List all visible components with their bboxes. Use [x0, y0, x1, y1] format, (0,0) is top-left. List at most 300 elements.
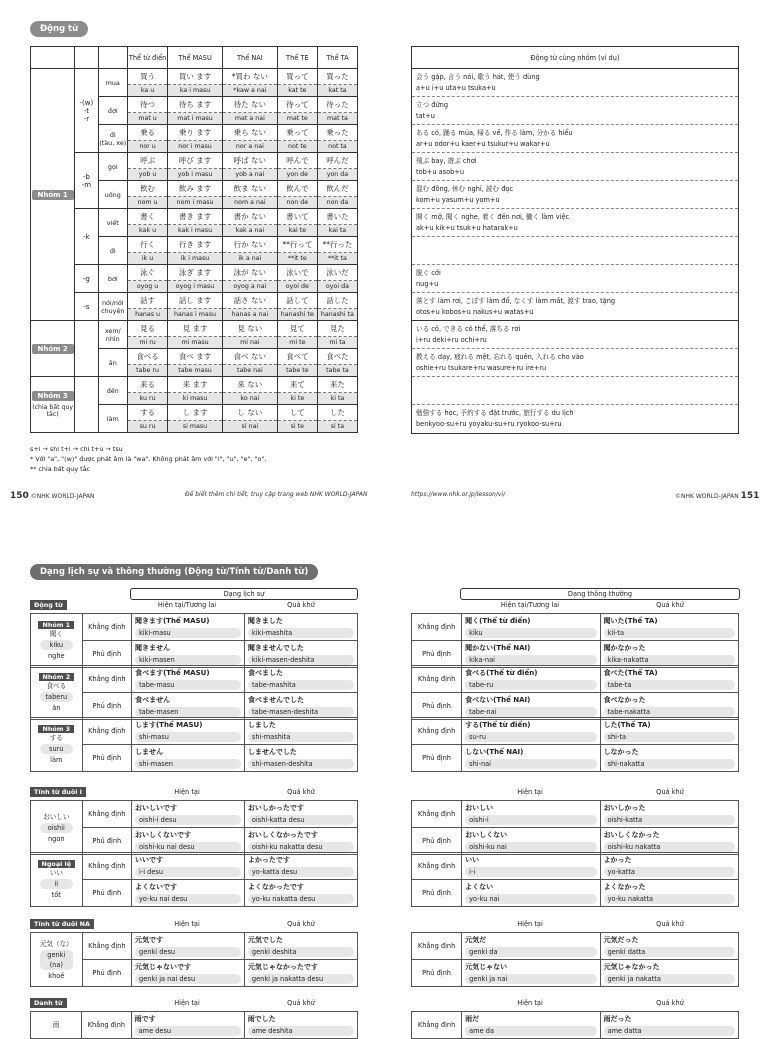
form-cell [277, 321, 317, 349]
form-cell [128, 69, 168, 97]
form-romaji: oyog u [128, 281, 167, 292]
form-japanese: よくなかった [603, 883, 646, 891]
form-kana: した [318, 405, 357, 421]
example-row [412, 293, 738, 321]
column-header: Hiện tại/Tương lai [157, 601, 217, 609]
form-romaji: su ru [128, 421, 167, 432]
row-label: Phủ định [82, 641, 131, 668]
form-japanese: おいしくなかったです [247, 831, 318, 839]
form-kana: 書いて [278, 209, 317, 225]
example-romaji: otos+u kobos+u nakus+u watas+u [416, 308, 534, 316]
polite-row [31, 801, 358, 828]
form-japanese: 食べた(Thể TA) [603, 669, 658, 677]
form-japanese: おいしくない [465, 831, 508, 839]
form-cell [222, 153, 277, 181]
word-romaji: kiku [40, 640, 73, 650]
col-header: Thể TA [317, 47, 357, 69]
form-cell [222, 97, 277, 125]
plain-table [411, 717, 739, 772]
ending-cell: -b -m [75, 153, 98, 209]
word-japanese: する [49, 733, 63, 742]
meaning-cell: uống [98, 181, 128, 209]
form-cell [244, 960, 357, 987]
section-na-adjective [30, 920, 94, 928]
row-label: Khẳng định [82, 801, 131, 828]
form-romaji: kiki-masen [135, 655, 241, 665]
verb-table [30, 46, 358, 433]
plain-row [412, 666, 739, 693]
footer-brand: ©NHK WORLD-JAPAN [675, 493, 739, 500]
page-title: Dạng lịch sự và thông thường (Động từ/Tính từ/Danh từ) [30, 564, 318, 580]
form-romaji: nom a nai [223, 197, 277, 208]
form-cell [244, 933, 357, 960]
example-japanese: 混む đông, 休む nghỉ, 読む đọc [416, 185, 514, 193]
form-cell [244, 693, 357, 720]
form-kana: 飲み ます [168, 181, 222, 197]
form-cell [462, 693, 600, 720]
example-japanese: いる có, できる có thể, 落ちる rơi [416, 325, 521, 333]
plain-row [412, 960, 739, 987]
form-romaji: tabe-masen [135, 707, 241, 717]
word-romaji: oishii [40, 823, 73, 833]
form-romaji: hanashi te [278, 309, 317, 320]
plain-row [412, 745, 739, 772]
form-romaji: *kaw a nai [223, 85, 277, 96]
form-romaji: kak i masu [168, 225, 222, 236]
column-header: Quá khứ [287, 999, 315, 1007]
plain-row [412, 693, 739, 720]
footer-url[interactable]: https://www.nhk.or.jp/lesson/vi/ [411, 491, 506, 498]
meaning-cell: mua [98, 69, 128, 97]
form-cell [244, 666, 357, 693]
form-romaji: **it te [278, 253, 317, 264]
form-kana: 来て [278, 377, 317, 393]
plain-row [412, 614, 739, 641]
form-romaji: genki ja nakatta [604, 974, 735, 984]
polite-table [30, 932, 358, 987]
form-cell [244, 880, 357, 907]
form-romaji: shi-ta [604, 732, 735, 742]
example-verbs-box [411, 46, 739, 434]
form-kana: 泳いだ [318, 265, 357, 281]
form-cell [462, 666, 600, 693]
col-header: Thể NAI [222, 47, 277, 69]
form-romaji: **it ta [318, 253, 357, 264]
form-japanese: 食べない(Thể NAI) [465, 696, 531, 704]
footer-right [675, 491, 759, 501]
form-romaji: tabe-ru [465, 680, 596, 690]
example-japanese: 開く mở, 聞く nghe, 着く đến nơi, 働く làm việc [416, 213, 570, 221]
word-romaji: ii [40, 879, 73, 889]
ending-cell [75, 321, 98, 377]
form-kana: 書いた [318, 209, 357, 225]
form-cell [600, 614, 738, 641]
ending-cell: -g [75, 265, 98, 293]
example-romaji: oshie+ru tsukare+ru wasure+ru ire+ru [416, 364, 547, 372]
row-label: Phủ định [412, 693, 462, 720]
example-japanese: 教える dạy, 疲れる mệt, 忘れる quên, 入れる cho vào [416, 353, 584, 361]
word-meaning: khoẻ [48, 971, 65, 980]
form-romaji: shi-masen-deshita [248, 759, 354, 769]
form-romaji: yob u [128, 169, 167, 180]
form-cell [128, 377, 168, 405]
form-romaji: oishi-katta [604, 815, 735, 825]
form-cell [600, 853, 738, 880]
polite-row [31, 614, 358, 641]
form-cell [317, 405, 357, 433]
form-kana: 泳が ない [223, 265, 277, 281]
plain-header: Dạng thông thường [460, 588, 740, 600]
form-romaji: mat te [278, 113, 317, 124]
page-title: Động từ [30, 21, 88, 37]
form-japanese: 元気じゃない [465, 963, 508, 971]
form-romaji: yon da [318, 169, 357, 180]
group-cell [31, 69, 75, 321]
form-kana: 話さ ない [223, 293, 277, 309]
form-kana: 食べ ます [168, 349, 222, 365]
form-kana: 見た [318, 321, 357, 337]
form-romaji: ka u [128, 85, 167, 96]
form-romaji: kak u [128, 225, 167, 236]
form-romaji: kii-ta [604, 628, 735, 638]
polite-table [30, 800, 358, 855]
form-romaji: oishi-ku nakatta desu [248, 842, 354, 852]
form-cell [131, 614, 244, 641]
form-kana: 乗って [278, 125, 317, 141]
form-romaji: kat ta [318, 85, 357, 96]
meaning-cell: đi [98, 237, 128, 265]
plain-row [412, 1012, 739, 1039]
section-verb [30, 601, 67, 609]
polite-row [31, 853, 358, 880]
form-japanese: 雨だ [465, 1015, 480, 1023]
form-cell [244, 641, 357, 668]
word-meaning: nghe [47, 651, 65, 660]
form-kana: 呼ぶ [128, 153, 167, 169]
form-cell [168, 181, 223, 209]
form-kana: 見て [278, 321, 317, 337]
form-cell [462, 614, 600, 641]
form-kana: 泳ぎ ます [168, 265, 222, 281]
meaning-cell: làm [98, 405, 128, 433]
row-label: Khẳng định [412, 1012, 462, 1039]
form-cell [168, 153, 223, 181]
form-cell [131, 745, 244, 772]
row-label: Phủ định [412, 828, 462, 855]
example-row [412, 321, 738, 349]
form-cell [131, 718, 244, 745]
form-cell [600, 960, 738, 987]
form-japanese: 食べませんでした [247, 696, 304, 704]
form-cell [168, 377, 223, 405]
section-tag: Động từ [30, 600, 67, 610]
form-japanese: 元気だ [465, 936, 487, 944]
polite-table [30, 1011, 358, 1039]
form-cell [168, 69, 223, 97]
column-header: Quá khứ [287, 920, 315, 928]
form-kana: 待た ない [223, 97, 277, 113]
form-kana: 呼び ます [168, 153, 222, 169]
meaning-cell: viết [98, 209, 128, 237]
form-cell [168, 321, 223, 349]
form-cell [462, 880, 600, 907]
form-cell [168, 125, 223, 153]
form-kana: 買い ます [168, 69, 222, 85]
plain-row [412, 880, 739, 907]
form-kana: 待ち ます [168, 97, 222, 113]
form-romaji: ki te [278, 393, 317, 404]
plain-table [411, 932, 739, 987]
form-japanese: 聞かない(Thể NAI) [465, 644, 531, 652]
form-romaji: oishi-katta desu [248, 815, 354, 825]
form-romaji: ka i masu [168, 85, 222, 96]
form-romaji: nor i masu [168, 141, 222, 152]
form-cell [600, 718, 738, 745]
column-header: Hiện tại [174, 999, 200, 1007]
form-japanese: おいしかった [603, 804, 646, 812]
example-row [412, 265, 738, 293]
row-label: Phủ định [82, 960, 131, 987]
form-japanese: おいしくないです [135, 831, 192, 839]
group-tag: Nhóm 2 [39, 673, 75, 681]
form-cell [222, 405, 277, 433]
form-japanese: いい [465, 856, 480, 864]
form-cell [277, 293, 317, 321]
form-romaji: yo-ku nai desu [135, 894, 241, 904]
form-romaji: oishi-ku nai [465, 842, 596, 852]
form-cell [277, 265, 317, 293]
form-cell [462, 853, 600, 880]
form-kana: 飲んだ [318, 181, 357, 197]
group-note: (chia bất quy tắc) [32, 404, 74, 418]
example-row [412, 209, 738, 237]
form-kana: 待つ [128, 97, 167, 113]
form-cell [277, 377, 317, 405]
form-romaji: si te [278, 421, 317, 432]
form-romaji: su-ru [465, 732, 596, 742]
polite-table [30, 613, 358, 668]
form-romaji: tabe nai [223, 365, 277, 376]
examples-header: Động từ cùng nhóm (ví dụ) [412, 47, 738, 69]
form-cell [168, 97, 223, 125]
form-romaji: yo-ku nakatta desu [248, 894, 354, 904]
example-japanese: 脱ぐ cởi [416, 269, 441, 277]
example-row [412, 153, 738, 181]
plain-table [411, 852, 739, 907]
form-romaji: hanashi ta [318, 309, 357, 320]
form-cell [222, 349, 277, 377]
word-cell [31, 1012, 82, 1039]
plain-row [412, 853, 739, 880]
row-label: Khẳng định [82, 853, 131, 880]
form-cell [244, 745, 357, 772]
form-cell [317, 321, 357, 349]
note-line: * Với "a", "(w)" được phát âm là "wa". Không phát âm với "i", "u", "e", "o". [30, 455, 267, 463]
row-label: Phủ định [82, 745, 131, 772]
form-japanese: おいしい [465, 804, 494, 812]
form-cell [462, 960, 600, 987]
word-cell [31, 933, 83, 987]
form-japanese: 食べなかった [603, 696, 646, 704]
verb-row [31, 321, 358, 349]
word-japanese: 雨 [52, 1021, 60, 1029]
example-japanese: 落とす làm rơi, こぼす làm đổ, なくす làm mất, 渡す trao, tặng [416, 297, 616, 305]
meaning-cell: bơi [98, 265, 128, 293]
example-romaji: a+u i+u uta+u tsuka+u [416, 84, 496, 92]
form-cell [462, 641, 600, 668]
column-header: Hiện tại/Tương lai [500, 601, 560, 609]
form-romaji: ame desu [135, 1026, 241, 1036]
form-cell [317, 265, 357, 293]
form-romaji: mi ru [128, 337, 167, 348]
example-row [412, 181, 738, 209]
form-cell [244, 1012, 357, 1039]
form-kana: 行き ます [168, 237, 222, 253]
form-romaji: tabe-masen-deshita [248, 707, 354, 717]
verb-row [31, 265, 358, 293]
row-label: Phủ định [82, 828, 131, 855]
form-japanese: 雨だった [603, 1015, 632, 1023]
form-japanese: 聞きません [134, 644, 170, 652]
form-romaji: ame datta [604, 1026, 735, 1036]
section-i-adjective [30, 788, 86, 796]
plain-table [411, 613, 739, 668]
form-romaji: oyog i masu [168, 281, 222, 292]
form-romaji: genki ja nai [465, 974, 596, 984]
notes [30, 444, 266, 474]
form-romaji: nor a nai [223, 141, 277, 152]
form-japanese: いいです [135, 856, 164, 864]
form-cell [132, 853, 245, 880]
form-romaji: hanas u [128, 309, 167, 320]
row-label: Khẳng định [412, 718, 462, 745]
form-romaji: si ta [318, 421, 357, 432]
word-japanese: 食べる [46, 681, 67, 690]
column-header: Hiện tại [517, 999, 543, 1007]
plain-table [411, 800, 739, 855]
form-japanese: します(Thể MASU) [134, 721, 203, 729]
form-cell [317, 349, 357, 377]
form-romaji: yo-ku nakatta [604, 894, 735, 904]
ending-cell [75, 377, 98, 433]
form-cell [317, 69, 357, 97]
form-cell [132, 801, 245, 828]
row-label: Phủ định [82, 693, 131, 720]
form-kana: 乗る [128, 125, 167, 141]
form-cell [132, 666, 245, 693]
form-romaji: mi masu [168, 337, 222, 348]
form-cell [317, 153, 357, 181]
form-romaji: genki ja nai desu [135, 974, 241, 984]
form-romaji: yo-ku nai [465, 894, 596, 904]
form-romaji: tabe masu [168, 365, 222, 376]
plain-row [412, 828, 739, 855]
row-label: Khẳng định [412, 666, 462, 693]
example-row [412, 125, 738, 153]
row-label: Phủ định [412, 641, 462, 668]
group-tag: Ngoại lệ [38, 860, 76, 868]
column-header: Quá khứ [656, 920, 684, 928]
plain-row [412, 933, 739, 960]
form-cell [222, 265, 277, 293]
example-romaji: tat+u [416, 112, 435, 120]
form-kana: 見 ます [168, 321, 222, 337]
ending-cell: -k [75, 209, 98, 265]
form-romaji: mi te [278, 337, 317, 348]
form-cell [222, 377, 277, 405]
row-label: Khẳng định [82, 614, 131, 641]
form-cell [317, 181, 357, 209]
form-cell [222, 293, 277, 321]
polite-row [31, 933, 358, 960]
form-cell [131, 641, 244, 668]
form-cell [600, 693, 738, 720]
form-japanese: 元気でした [247, 936, 283, 944]
form-romaji: tabe ru [128, 365, 167, 376]
row-label: Khẳng định [412, 614, 462, 641]
form-cell [277, 181, 317, 209]
col-header: Thể từ điển [128, 47, 168, 69]
form-romaji: ik a nai [223, 253, 277, 264]
form-japanese: 元気だった [603, 936, 639, 944]
form-cell [168, 209, 223, 237]
form-romaji: kiku [465, 628, 596, 638]
form-romaji: shi-nai [465, 759, 596, 769]
footer-left [10, 491, 94, 501]
form-romaji: kika-nakatta [604, 655, 735, 665]
form-cell [244, 853, 357, 880]
form-romaji: shi-nakatta [604, 759, 735, 769]
form-japanese: おいしいです [135, 804, 178, 812]
word-japanese: 聞く [49, 629, 63, 638]
form-cell [462, 718, 600, 745]
form-kana: 飲ま ない [223, 181, 277, 197]
form-kana: 買う [128, 69, 167, 85]
form-cell [600, 933, 738, 960]
form-japanese: しませんでした [247, 748, 297, 756]
form-cell [128, 181, 168, 209]
form-cell [222, 321, 277, 349]
word-romaji: taberu [40, 692, 73, 702]
example-rows [412, 69, 738, 433]
form-romaji: nom i masu [168, 197, 222, 208]
verb-row [31, 377, 358, 405]
form-kana: 見る [128, 321, 167, 337]
meaning-cell: gọi [98, 153, 128, 181]
form-romaji: yob a nai [223, 169, 277, 180]
example-row [412, 349, 738, 377]
verb-table-body [31, 69, 358, 433]
form-cell [462, 745, 600, 772]
plain-table [411, 1011, 739, 1039]
column-header: Hiện tại [174, 788, 200, 796]
form-japanese: よかった [603, 856, 632, 864]
form-cell [222, 237, 277, 265]
row-label: Khẳng định [82, 1012, 131, 1039]
group-cell [31, 377, 75, 433]
form-romaji: mat ta [318, 113, 357, 124]
form-cell [317, 377, 357, 405]
form-kana: **行った [318, 237, 357, 253]
word-meaning: làm [50, 755, 63, 764]
form-kana: **行って [278, 237, 317, 253]
form-cell [277, 349, 317, 377]
form-romaji: yob i masu [168, 169, 222, 180]
form-cell [600, 880, 738, 907]
form-romaji: yon de [278, 169, 317, 180]
form-romaji: kai te [278, 225, 317, 236]
word-cell [31, 853, 83, 907]
